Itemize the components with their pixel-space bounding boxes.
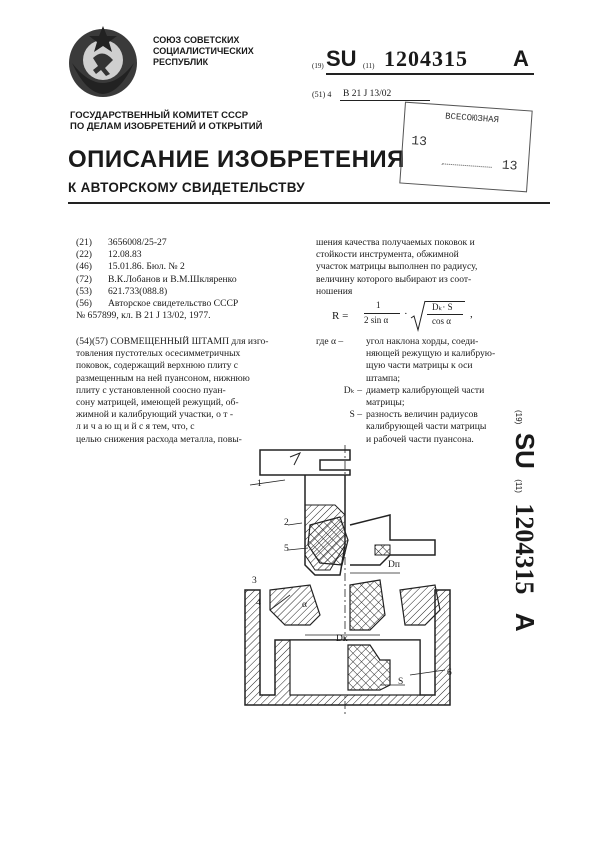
- country-line: РЕСПУБЛИК: [153, 57, 209, 67]
- where-row: щую части матрицы к оси: [366, 360, 473, 372]
- committee-line: ПО ДЕЛАМ ИЗОБРЕТЕНИЙ И ОТКРЫТИЙ: [70, 121, 263, 132]
- biblio-code: (22): [76, 249, 92, 261]
- side-country-code: SU: [510, 432, 540, 469]
- drawing-label: 2: [284, 518, 289, 528]
- claim-line: стойкости инструмента, обжимной: [316, 249, 459, 261]
- biblio-row: [76, 298, 238, 310]
- die-left: [270, 585, 320, 625]
- country-block: [153, 35, 254, 68]
- stamp-number: 13: [410, 133, 428, 150]
- formula-lhs: R =: [332, 310, 349, 322]
- sqrt-sign-icon: [410, 300, 426, 332]
- where-row: S – разность величин радиусов: [349, 409, 478, 421]
- side-code-11: (11): [514, 479, 523, 493]
- biblio-code: (53): [76, 285, 92, 297]
- claim-line: сону матрицей, имеющей режущий, об-: [76, 397, 239, 409]
- claim-line: л и ч а ю щ и й с я тем, что, с: [76, 421, 195, 433]
- side-patent-digits: 1204315: [510, 503, 539, 595]
- claim-line: товления пустотелых осесимметричных: [76, 348, 241, 360]
- claim-line: величину которого выбирают из соот-: [316, 273, 472, 285]
- forged-part: [350, 580, 385, 630]
- where-row: и рабочей части пуансона.: [366, 433, 474, 445]
- biblio-row: [76, 261, 238, 273]
- stamp-text: ВСЕСОЮЗНАЯ: [444, 111, 500, 126]
- claim-line: ношения: [316, 285, 353, 297]
- country-line: СОЦИАЛИСТИЧЕСКИХ: [153, 46, 254, 56]
- country-code: SU: [326, 46, 357, 71]
- where-row: где α – угол наклона хорды, соеди-: [316, 336, 479, 347]
- biblio-row: [76, 286, 238, 298]
- biblio-text: № 657899, кл. В 21 J 13/02, 1977.: [76, 310, 211, 322]
- biblio-row: [76, 237, 238, 249]
- biblio-text: 15.01.86. Бюл. № 2: [108, 261, 185, 273]
- biblio-code: (46): [76, 261, 92, 273]
- claim-line: шения качества получаемых поковок и: [316, 237, 475, 248]
- library-stamp: [399, 102, 532, 193]
- country-line: СОЮЗ СОВЕТСКИХ: [153, 35, 240, 45]
- dimension-label: Dп: [388, 560, 400, 570]
- formula: [332, 300, 532, 334]
- biblio-row: [76, 249, 238, 261]
- code-51: (51) 4: [312, 90, 332, 99]
- ipc-class: B 21 J 13/02: [343, 89, 392, 99]
- claim-line: жимной и калибрующий участки, о т -: [76, 409, 234, 421]
- biblio-text: В.К.Лобанов и В.М.Шкляренко: [108, 273, 237, 285]
- ipc-rule: [340, 100, 430, 101]
- document-title: ОПИСАНИЕ ИЗОБРЕТЕНИЯ: [68, 146, 405, 173]
- die-right: [400, 585, 440, 625]
- claim-line: участок матрицы выполнен по радиусу,: [316, 261, 478, 273]
- dimension-label: Dк: [336, 634, 348, 644]
- claim-right-column: [316, 237, 546, 298]
- header-rule: [326, 73, 534, 75]
- biblio-text: Авторское свидетельство СССР: [108, 298, 239, 310]
- claim-line: размещенным на ней пуансоном, нижнюю: [76, 372, 250, 384]
- technical-drawing: [230, 445, 465, 720]
- biblio-code: (56): [76, 298, 92, 310]
- where-row: няющей режущую и калибрую-: [366, 348, 496, 360]
- upper-plate: [260, 450, 350, 475]
- patent-number: 1204315: [384, 46, 468, 71]
- angle-label: α: [302, 600, 307, 610]
- state-emblem-icon: [60, 18, 146, 104]
- formula-root-numerator: Dₖ· S: [432, 302, 453, 312]
- document-subtitle: К АВТОРСКОМУ СВИДЕТЕЛЬСТВУ: [68, 180, 305, 195]
- claim-line: плиту с установленной соосно пуан-: [76, 384, 226, 396]
- formula-times: ·: [404, 308, 408, 320]
- drawing-label: 4: [256, 598, 261, 608]
- claim-line: целью снижения расхода металла, повы-: [76, 433, 242, 445]
- where-row: штампа;: [366, 372, 401, 384]
- title-rule: [68, 202, 550, 204]
- biblio-code: (21): [76, 237, 92, 248]
- drawing-label: 6: [447, 668, 452, 678]
- kind-code: A: [513, 46, 529, 71]
- formula-denominator: 2 sin α: [364, 315, 389, 325]
- where-row: матрицы;: [366, 397, 405, 409]
- committee-line: ГОСУДАРСТВЕННЫЙ КОМИТЕТ СССР: [70, 110, 249, 121]
- drawing-label: 3: [252, 576, 257, 586]
- drawing-label: 5: [284, 544, 289, 554]
- stamp-number: 13: [501, 157, 518, 174]
- side-code-19: (19): [514, 410, 523, 425]
- where-row: Dₖ – диаметр калибрующей части: [343, 384, 485, 396]
- side-kind-code: A: [510, 612, 540, 632]
- code-19: (19): [312, 62, 324, 70]
- side-patent-number: [509, 410, 540, 632]
- biblio-list: [76, 237, 238, 322]
- drawing-label: 1: [257, 479, 262, 489]
- biblio-text: 621.733(088.8): [108, 285, 168, 297]
- where-row: калибрующей части матрицы: [366, 421, 487, 433]
- biblio-text: 12.08.83: [108, 249, 142, 261]
- biblio-row: [76, 274, 238, 286]
- committee-block: [70, 110, 262, 132]
- claim-line: поковок, содержащий верхнюю плиту с: [76, 360, 239, 372]
- biblio-row: [76, 310, 238, 322]
- formula-numerator: 1: [376, 300, 381, 310]
- claim-left-column: [76, 336, 306, 446]
- dimension-label: S: [398, 677, 404, 687]
- formula-comma: ,: [470, 308, 473, 320]
- code-11: (11): [363, 62, 375, 70]
- formula-root-denominator: cos α: [432, 316, 451, 326]
- biblio-text: 3656008/25-27: [108, 237, 167, 248]
- biblio-code: (72): [76, 273, 92, 285]
- claim-line: (54)(57) СОВМЕЩЕННЫЙ ШТАМП для изго-: [76, 336, 269, 347]
